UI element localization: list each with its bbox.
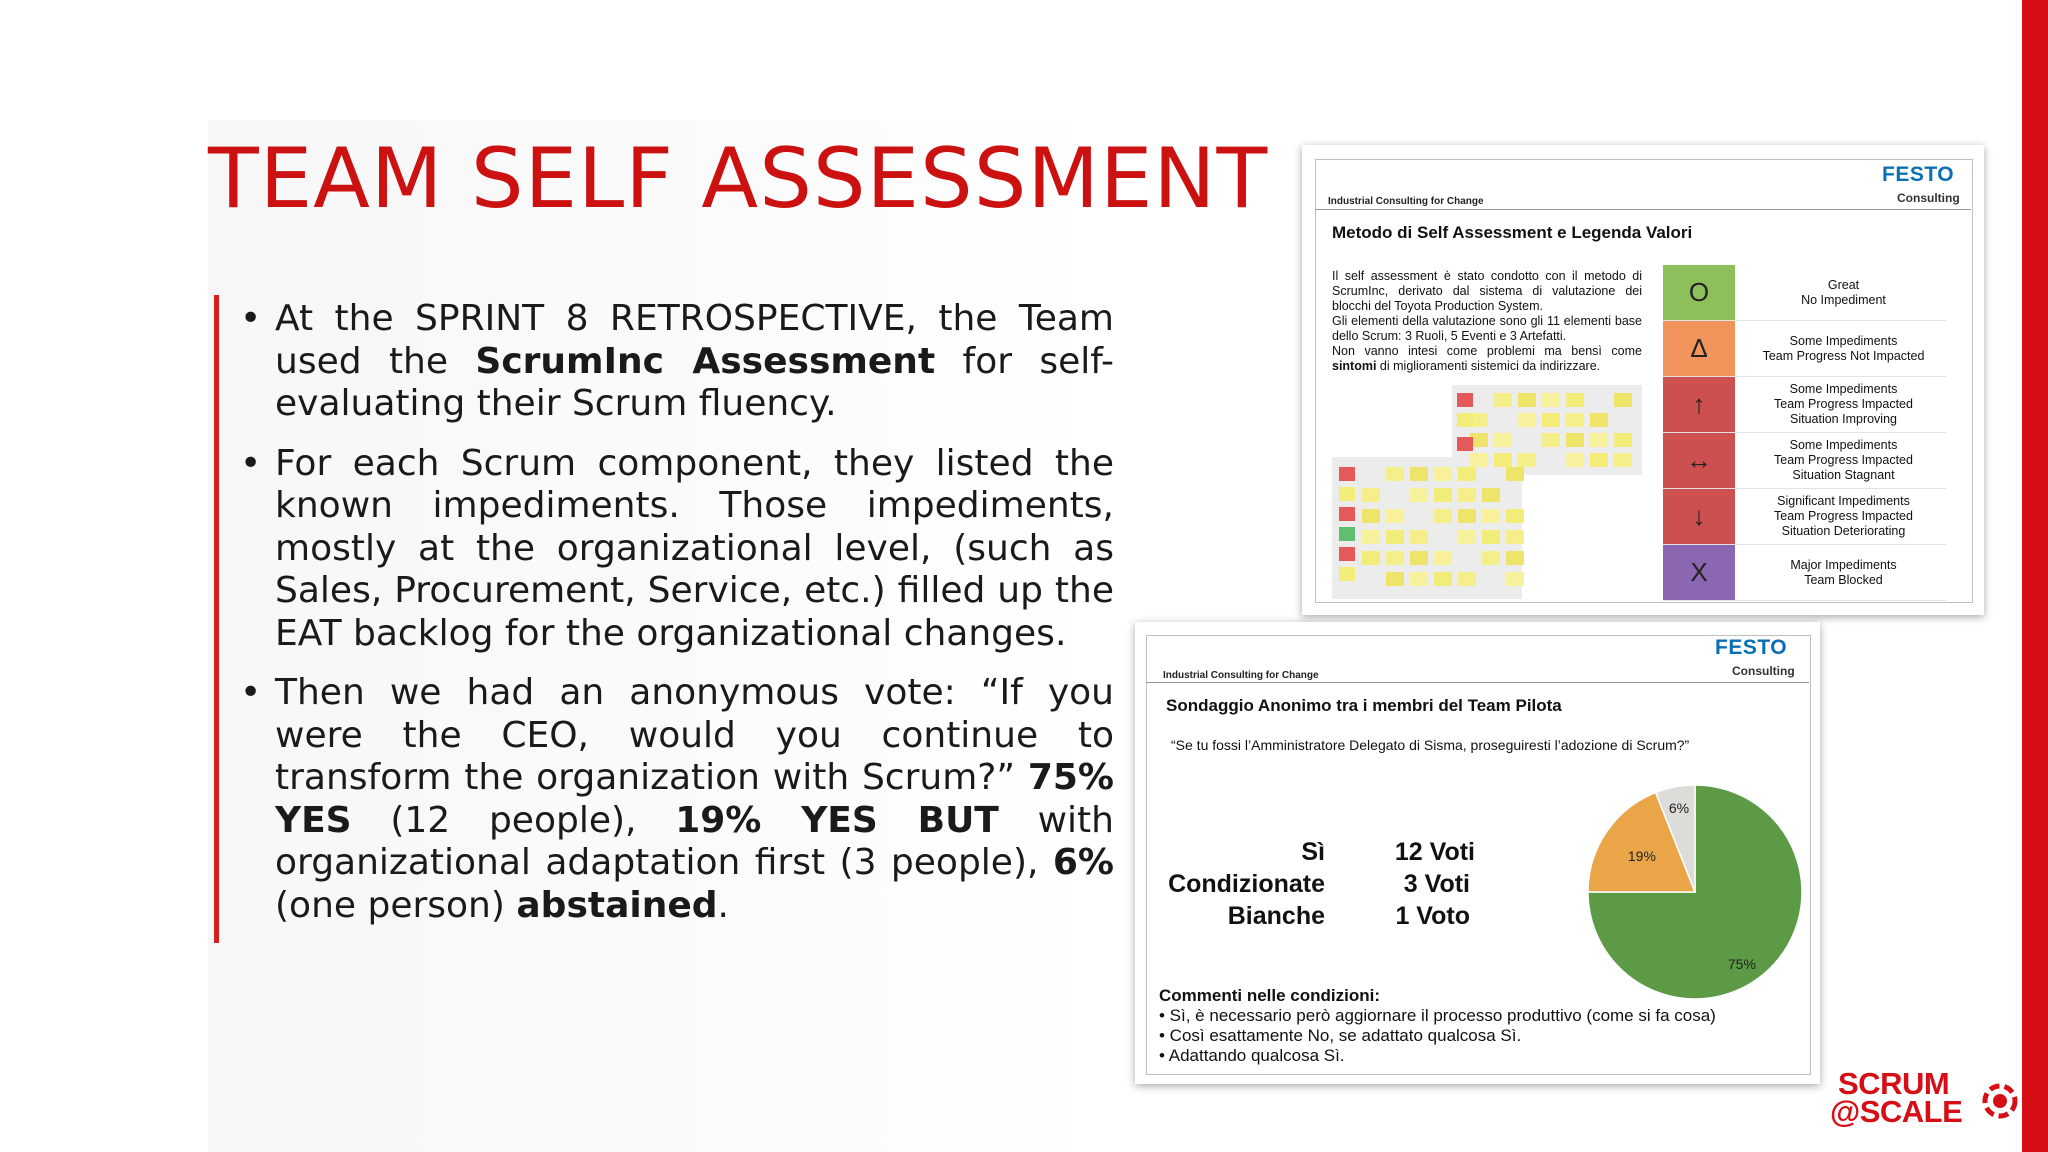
sticky-note [1614,433,1632,447]
bullet-item: • For each Scrum component, they listed the known impediments. Those impediments, mostly at the organizational level, (such as Sales, Procurement, Service, etc.) filled up the EAT backlog for the organizational changes. [240,443,1114,656]
sticky-note [1506,572,1524,586]
sticky-note [1542,433,1560,447]
sticky-note [1386,551,1404,565]
sticky-note [1339,487,1355,501]
sticky-note [1494,433,1512,447]
survey-pie-chart [1575,772,1815,1012]
legend-row [1663,321,1946,377]
sticky-note [1458,530,1476,544]
sticky-note [1457,413,1473,427]
sticky-note [1339,567,1355,581]
sticky-note [1590,433,1608,447]
sticky-note [1482,488,1500,502]
sticky-note [1434,509,1452,523]
legend-text: Some Impediments Team Progress Impacted Situation Improving [1774,382,1913,426]
survey-question: “Se tu fossi l’Amministratore Delegato di Sisma, proseguiresti l’adozione di Scrum?” [1171,737,1690,753]
card2-divider [1146,682,1809,683]
sticky-note [1518,393,1536,407]
sticky-note [1457,393,1473,407]
legend-row [1663,489,1946,545]
vote-count: 3 Voti [1403,870,1470,898]
sticky-note [1458,467,1476,481]
sticky-note [1458,488,1476,502]
festo-logo: FESTO [1882,163,1955,186]
legend-row [1663,433,1946,489]
sticky-note [1482,509,1500,523]
sticky-note [1410,467,1428,481]
value-legend [1663,265,1946,601]
sticky-note [1494,393,1512,407]
card2-tagline: Industrial Consulting for Change [1163,670,1319,681]
vote-count: 12 Voti [1394,838,1475,866]
vote-label: Condizionate [1168,870,1325,898]
sticky-note [1590,413,1608,427]
sticky-note [1566,433,1584,447]
slide-title: TEAM SELF ASSESSMENT [208,130,1269,227]
sticky-note [1386,572,1404,586]
sticky-note [1458,572,1476,586]
logo-line1: SCRUM [1838,1066,1950,1101]
sticky-note [1542,393,1560,407]
card1-divider [1315,209,1971,210]
vote-tally [1168,838,1475,938]
bullet-item: • At the SPRINT 8 RETROSPECTIVE, the Team used the ScrumInc Assessment for self-evaluating their Scrum fluency. [240,298,1114,426]
pie-data-label: 75% [1727,955,1756,972]
sticky-note [1410,572,1428,586]
sticky-note [1566,453,1584,467]
legend-symbol: X [1663,545,1735,600]
card1-heading: Metodo di Self Assessment e Legenda Valori [1332,223,1693,242]
sticky-note [1494,453,1512,467]
pie-data-label: 19% [1627,847,1656,864]
sticky-note [1590,453,1608,467]
card1-description: Il self assessment è stato condotto con il metodo di ScrumInc, derivato dal sistema di valutazione dei blocchi del Toyota Production System. Gli elementi della valutazione sono gli 11 elementi base dello Scrum: 3 Ruoli, 5 Eventi e 3 Artefatti. Non vanno intesi come problemi ma bensì come sintomi di miglioramenti sistemici da indirizzare. [1332,269,1642,373]
sticky-note [1566,413,1584,427]
pie-data-label: 6% [1668,799,1690,816]
legend-text: Some Impediments Team Progress Impacted Situation Stagnant [1774,438,1913,482]
sticky-note [1434,551,1452,565]
sticky-note [1506,551,1524,565]
festo-consulting-label: Consulting [1732,664,1795,678]
sticky-note [1506,530,1524,544]
card2-heading: Sondaggio Anonimo tra i membri del Team Pilota [1166,696,1562,715]
sticky-note [1362,488,1380,502]
legend-text: Significant Impediments Team Progress Impacted Situation Deteriorating [1774,494,1913,538]
sticky-note [1506,467,1524,481]
vote-label: Sì [1301,838,1325,866]
legend-row [1663,265,1946,321]
right-red-bar [2022,0,2048,1152]
sticky-note [1518,453,1536,467]
sticky-note [1470,453,1488,467]
legend-row [1663,377,1946,433]
sticky-note [1410,530,1428,544]
legend-symbol: O [1663,265,1735,320]
festo-consulting-label: Consulting [1897,191,1960,205]
sticky-note [1614,393,1632,407]
logo-line2: @SCALE [1830,1094,1963,1129]
vote-label: Bianche [1227,902,1325,930]
comment-item: • Adattando qualcosa Sì. [1159,1046,1345,1065]
sticky-note [1482,551,1500,565]
legend-text: Major Impediments Team Blocked [1790,557,1897,587]
survey-card [1135,622,1820,1084]
sticky-note [1614,453,1632,467]
sticky-note [1386,467,1404,481]
bullet-accent-line [214,295,219,943]
legend-symbol: ↓ [1663,489,1735,544]
gear-icon [1980,1070,2020,1132]
conditions-comments [1159,986,1799,1066]
sticky-note [1339,467,1355,481]
sticky-note [1434,488,1452,502]
bullet-item: • Then we had an anonymous vote: “If you were the CEO, would you continue to transform the organization with Scrum?” 75% YES (12 people), 19% YES BUT with organizational adaptation first (3 people), 6% (one person) abstained. [240,672,1114,927]
legend-text: Great No Impediment [1801,277,1886,307]
legend-row [1663,545,1946,601]
sticky-note [1434,572,1452,586]
sticky-note [1482,530,1500,544]
legend-symbol: ↑ [1663,377,1735,432]
legend-symbol: ↔ [1663,433,1735,488]
sticky-note [1566,393,1584,407]
scrum-at-scale-logo [1830,1066,2020,1136]
sticky-note [1362,551,1380,565]
legend-text: Some Impediments Team Progress Not Impacted [1762,333,1925,363]
bullet-list [240,298,1114,944]
card1-tagline: Industrial Consulting for Change [1328,196,1484,207]
sticky-note [1386,509,1404,523]
legend-symbol: Δ [1663,321,1735,376]
sticky-note [1339,547,1355,561]
comment-item: • Così esattamente No, se adattato qualcosa Sì. [1159,1026,1522,1045]
sticky-note [1434,467,1452,481]
festo-logo: FESTO [1715,636,1788,659]
comments-title: Commenti nelle condizioni: [1159,986,1381,1005]
assessment-method-card [1302,145,1984,615]
sticky-note [1506,509,1524,523]
sticky-note [1542,413,1560,427]
sticky-note [1410,551,1428,565]
sticky-note [1410,488,1428,502]
vote-count: 1 Voto [1395,902,1470,930]
sticky-note [1457,437,1473,451]
sticky-note [1362,509,1380,523]
sticky-note [1386,530,1404,544]
sticky-note [1339,507,1355,521]
comment-item: • Sì, è necessario però aggiornare il processo produttivo (come si fa cosa) [1159,1006,1716,1025]
sticky-note [1458,509,1476,523]
sticky-note [1518,413,1536,427]
sticky-note [1339,527,1355,541]
sticky-note [1362,530,1380,544]
